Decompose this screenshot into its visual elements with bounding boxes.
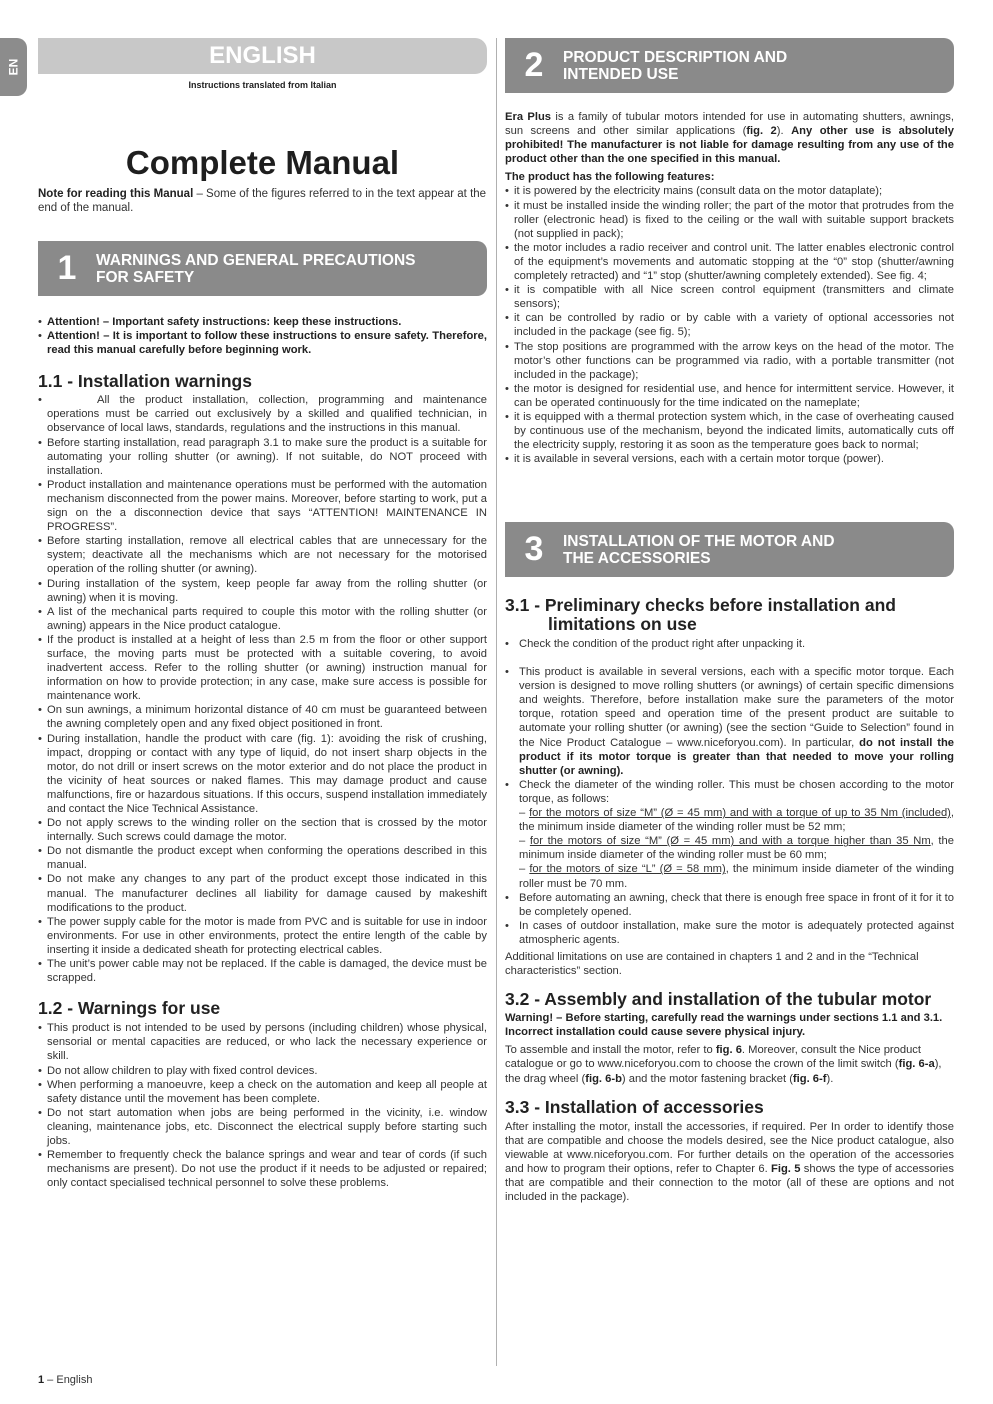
list-item: • Check the condition of the product right after unpacking it. — [505, 637, 954, 651]
intro-paragraph: Era Plus is a family of tubular motors intended for use in automating shutters, awnings, sun screens and other similar applications (fig. 2). Any other use is absolutely prohibited! The manufacturer is not liable for damage resulting from any use of the product other than the one specified in this manual. — [505, 111, 955, 166]
section-heading: 3.1 - Preliminary checks before installation and limitations on use — [505, 595, 896, 634]
reading-note-text: – Some of the figures referred to in the text appear at the end of the manual. — [38, 188, 487, 214]
chapter-2-banner — [505, 38, 954, 93]
chapter-title-line: FOR SAFETY — [96, 268, 195, 286]
chapter-2-body — [505, 110, 954, 466]
language-banner: ENGLISH — [38, 38, 487, 74]
list-item: • Do not allow children to play with fixed control devices. — [38, 1064, 487, 1078]
list-item: • During installation of the system, keep people far away from the rolling shutter (or awning) when it is moving. — [38, 577, 487, 605]
list-item: • A list of the mechanical parts required to couple this motor with the rolling shutter (or awning) appears in the Nice product catalogue. — [38, 605, 487, 633]
list-item: • Do not make any changes to any part of the product except those indicated in this manual. The manufacturer declines all liability for damage caused by makeshift modifications to the product. — [38, 872, 487, 914]
chapter-title-line: THE ACCESSORIES — [563, 549, 711, 567]
language-tab — [0, 38, 27, 96]
page-number: 1 — [38, 1374, 45, 1386]
attention-list — [38, 315, 487, 357]
chapter-title-line: INSTALLATION OF THE MOTOR AND — [563, 532, 835, 550]
column-divider — [496, 38, 497, 1366]
list-item: • The stop positions are programmed with the arrow keys on the head of the motor. The motor’s other functions can be programmed via radio, with a portable transmitter (not included in the package); — [505, 340, 954, 382]
list-item: • Attention! – It is important to follow these instructions to ensure safety. Therefore, read this manual carefully before beginning work. — [38, 329, 487, 357]
translated-note: Instructions translated from Italian — [188, 80, 337, 90]
footer-label: – English — [44, 1374, 93, 1386]
list-item: • The power supply cable for the motor is made from PVC and is suitable for use in indoor environments. For use in other environments, protect the entire length of the cable by inserting it inside a dedicated sheath for protecting electrical cables. — [38, 915, 487, 957]
list-item: • Do not apply screws to the winding roller on the section that is crossed by the motor internally. Such screws could damage the motor. — [38, 816, 487, 844]
chapter-title-line: PRODUCT DESCRIPTION AND — [563, 48, 788, 66]
assembly-paragraph: To assemble and install the motor, refer to fig. 6. Moreover, consult the Nice product catalogue or go to www.niceforyou.com to choose the crown of the limit switch (fig. 6-a), the drag wheel (fig. 6-b) and the motor fastening bracket (fig. 6-f). — [505, 1044, 942, 1085]
accessories-paragraph: After installing the motor, install the accessories, if required. Per In order to identify those that are compatible and choose the models desired, see the Nice product catalogue, also viewable at www.niceforyou.com. For further details on the operation of the accessories and how to program their options, refer to Chapter 6. Fig. 5 shows the type of accessories that are compatible and their connection to the motor (all of these are options and not included in the package). — [505, 1120, 954, 1204]
list-item: • Before automating an awning, check that there is enough free space in front of it for it to be completely opened. — [505, 891, 954, 919]
list-item: • This product is not intended to be used by persons (including children) whose physical, sensorial or mental capacities are reduced, or who lack the necessary experience or skill. — [38, 1021, 487, 1063]
page-title: Complete Manual — [125, 144, 400, 181]
reading-note-label: Note for reading this Manual — [38, 188, 194, 200]
list-item: • This product is available in several versions, each with a specific motor torque. Each version is designed to move rolling shutters (or awnings) of certain specific dimensions and weights. Therefore, before installation make sure the parameters of the motor torque, rotation speed and operation time of the present product are suitable to automate your rolling shutter (or awning) (see the section “Guide to Selection” found in the Nice Product Catalogue – www.niceforyou.com). In particular, do not install the product if its motor torque is greater than that needed to move your rolling shutter (or awning). — [505, 665, 954, 778]
list-item: • it is available in several versions, each with a certain motor torque (power). — [505, 452, 954, 466]
list-item: • Product installation and maintenance operations must be performed with the automation mechanism disconnected from the power mains. Moreover, before starting to work, put a sign on the a disconnection device that says “ATTENTION! MAINTENANCE IN PROGRESS”. — [38, 478, 487, 534]
chapter-3-body — [505, 596, 954, 1204]
list-item: • The unit’s power cable may not be replaced. If the cable is damaged, the device must be scrapped. — [38, 957, 487, 985]
list-item: • Do not start automation when jobs are being performed in the vicinity, i.e. window cleaning, maintenance jobs, etc. Disconnect the electrical supply before starting such jobs. — [38, 1106, 487, 1148]
section-heading: 1.2 - Warnings for use — [38, 998, 221, 1019]
chapter-3-banner — [505, 522, 954, 577]
warnings-for-use-list — [38, 1021, 487, 1190]
list-item: • On sun awnings, a minimum horizontal distance of 40 cm must be guaranteed between the awning completely open and any fixed object positioned in front. — [38, 703, 487, 731]
chapter-title-line: INTENDED USE — [563, 65, 679, 83]
list-item: • Before starting installation, remove all electrical cables that are unnecessary for the system; deactivate all the mechanisms which are not necessary for the motorised operation of the rolling shutter (or awning). — [38, 534, 487, 576]
list-item: • Do not dismantle the product except when conforming the operations described in this manual. — [38, 844, 487, 872]
preliminary-checks-list — [505, 637, 954, 947]
language-tab-label: EN — [6, 58, 21, 76]
list-item: • Check the diameter of the winding roller. This must be chosen according to the motor torque, as follows: – for the motors of size “M” (Ø = 45 mm) and with a torque of up to 35 Nm (included), the minimum inside diameter of the winding roller must be 52 mm; – for the motors of size “M” (Ø = 45 mm) and with a torque higher than 35 Nm, the minimum inside diameter of the winding roller must be 60 mm; – for the motors of size “L” (Ø = 58 mm), the minimum inside diameter of the winding roller must be 70 mm. — [505, 778, 954, 891]
list-item: • Attention! – Important safety instructions: keep these instructions. — [38, 315, 487, 329]
list-item: • All the product installation, collection, programming and maintenance operations must be carried out exclusively by a skilled and qualified technician, in observance of local laws, standards, regulations and the instructions in this manual. — [38, 393, 487, 435]
list-item: • it is powered by the electricity mains (consult data on the motor dataplate); — [505, 184, 954, 198]
list-item: • it must be installed inside the winding roller; the part of the motor that protrudes from the roller (electronic head) is fixed to the ceiling or the wall with suitable support brackets (not supplied in pack); — [505, 199, 954, 241]
list-item: • Remember to frequently check the balance springs and wear and tear of cords (if such mechanisms are present). Do not use the product if it needs to be adjusted or repaired; only contact specialised technical personnel to solve these problems. — [38, 1148, 487, 1190]
page-footer — [38, 1374, 92, 1386]
installation-warnings-list — [38, 393, 487, 985]
list-item: • When performing a manoeuvre, keep a check on the automation and keep all people at safety distance until the movement has been complete. — [38, 1078, 487, 1106]
left-column — [38, 315, 487, 1190]
list-item: • the motor is designed for residential use, and hence for intermittent service. However, it can be operated continuously for the time indicated on the nameplate; — [505, 382, 954, 410]
additional-limitations: Additional limitations on use are contained in chapters 1 and 2 and in the “Technical characteristics” section. — [505, 950, 919, 978]
list-item: • During installation, handle the product with care (fig. 1): avoiding the risk of crushing, impact, dropping or contact with any type of liquid, do not insert sharp objects in the motor, do not drill or insert screws on the motor exterior and do not place the product in the vicinity of heat sources or naked flames. This may damage product and cause malfunctions, fire or hazardous situations. If this occurs, suspend installation immediately and contact the Nice Technical Assistance. — [38, 732, 487, 817]
chapter-title — [96, 252, 416, 286]
chapter-title-line: WARNINGS AND GENERAL PRECAUTIONS — [96, 251, 416, 269]
list-item: • In cases of outdoor installation, make sure the motor is adequately protected against atmospheric agents. — [505, 919, 954, 947]
list-item: • it can be controlled by radio or by cable with a variety of optional accessories not included in the package (see fig. 5); — [505, 311, 954, 339]
list-item: • it is compatible with all Nice screen control equipment (transmitters and climate sensors); — [505, 283, 954, 311]
section-heading: 3.3 - Installation of accessories — [505, 1096, 764, 1117]
features-list — [505, 184, 954, 466]
assembly-warning: Warning! – Before starting, carefully read the warnings under sections 1.1 and 3.1. Incorrect installation could cause severe physical injury. — [505, 1012, 943, 1039]
chapter-number: 2 — [524, 46, 544, 84]
features-heading: The product has the following features: — [505, 171, 715, 184]
section-heading: 3.2 - Assembly and installation of the tubular motor — [505, 989, 932, 1010]
chapter-title — [563, 49, 787, 83]
list-item: • it is equipped with a thermal protection system which, in the case of overheating caused by continuous use of the mechanism, beyond the indicated limits, automatically cuts off the electricity supply, restoring it as soon as the temperature goes back to normal; — [505, 410, 954, 452]
chapter-1-banner — [38, 241, 487, 296]
chapter-title — [563, 533, 835, 567]
reading-note — [38, 187, 487, 215]
section-heading: 1.1 - Installation warnings — [38, 371, 252, 392]
chapter-number: 1 — [57, 249, 77, 287]
list-item: • Before starting installation, read paragraph 3.1 to make sure the product is a suitable for automating your rolling shutter (or awning). If not suitable, do NOT proceed with installation. — [38, 436, 487, 478]
chapter-number: 3 — [524, 530, 544, 568]
list-item: • If the product is installed at a height of less than 2.5 m from the floor or other support surface, the moving parts must be protected with a suitable covering, to avoid inadvertent access. Refer to the rolling shutter (or awning) instruction manual for information on how to provide protection; in any case, make sure access is possible for maintenance work. — [38, 633, 487, 703]
list-item: • the motor includes a radio receiver and control unit. The latter enables electronic control of the equipment’s movements and automatic stopping at the “0” stop (shutter/awning completely retracted) and “1” stop (shutter/awning completely extended). See fig. 4; — [505, 241, 954, 283]
